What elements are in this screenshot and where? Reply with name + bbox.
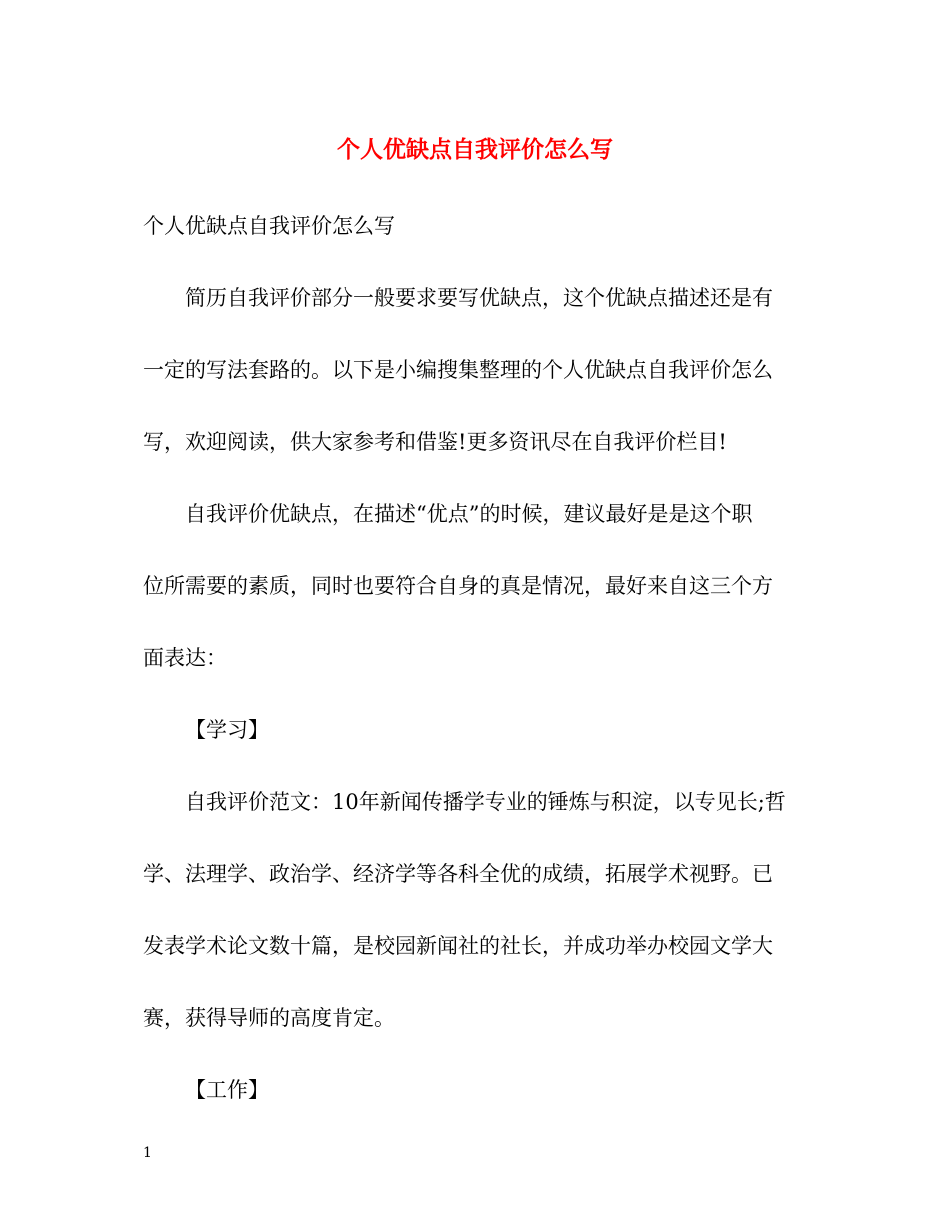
- paragraph-line: 学、法理学、政治学、经济学等各科全优的成绩，拓展学术视野。已: [143, 862, 773, 886]
- document-title: 个人优缺点自我评价怎么写: [337, 136, 613, 163]
- paragraph-line: 自我评价优缺点，在描述“优点”的时候，建议最好是是这个职: [185, 502, 753, 526]
- section-heading-study: 【学习】: [185, 718, 269, 742]
- paragraph-line: 位所需要的素质，同时也要符合自身的真是情况，最好来自这三个方: [143, 574, 773, 598]
- document-body: [143, 212, 809, 1148]
- paragraph-line: 简历自我评价部分一般要求要写优缺点，这个优缺点描述还是有: [185, 286, 773, 310]
- paragraph-line: 自我评价范文：10年新闻传播学专业的锤炼与积淀，以专见长;哲: [185, 790, 786, 814]
- paragraph-line: 发表学术论文数十篇，是校园新闻社的社长，并成功举办校园文学大: [143, 934, 773, 958]
- paragraph-line: 一定的写法套路的。以下是小编搜集整理的个人优缺点自我评价怎么: [143, 358, 773, 382]
- paragraph-line: 写，欢迎阅读，供大家参考和借鉴!更多资讯尽在自我评价栏目!: [143, 430, 727, 454]
- paragraph-line: 面表达：: [143, 646, 227, 670]
- section-heading-work: 【工作】: [185, 1078, 269, 1102]
- paragraph-line: 赛，获得导师的高度肯定。: [143, 1006, 395, 1030]
- subtitle-line: 个人优缺点自我评价怎么写: [143, 214, 395, 238]
- page-number: 1: [143, 1145, 152, 1161]
